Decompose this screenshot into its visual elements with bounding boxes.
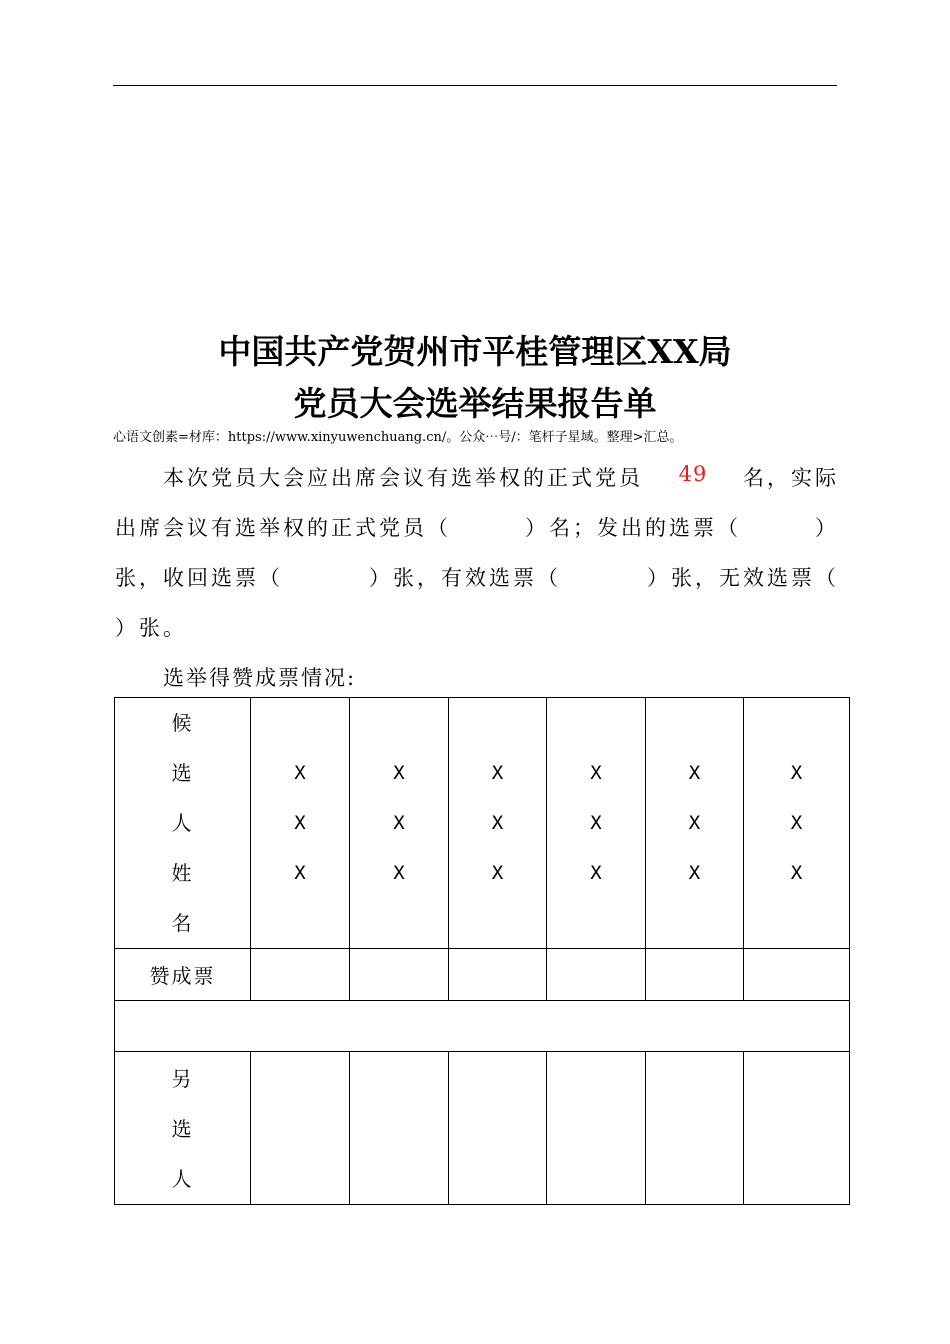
candidate-cell-6: X X X (744, 698, 850, 949)
candidate-cell-5: X X X (646, 698, 744, 949)
other-candidate-cell (251, 1052, 350, 1205)
table-row-yes-votes (115, 949, 850, 1001)
candidate-name-header: 候 选 人 姓 名 (115, 698, 251, 949)
other-candidate-cell (449, 1052, 547, 1205)
header-rule (113, 85, 837, 86)
election-results-table (114, 697, 850, 1205)
other-candidate-cell (350, 1052, 449, 1205)
yes-votes-label: 赞成票 (115, 949, 251, 1001)
yes-votes-cell (350, 949, 449, 1001)
candidate-cell-1: X X X (251, 698, 350, 949)
ballots-invalid-label: ）张，无效选票（ (647, 566, 839, 590)
other-candidate-cell (547, 1052, 646, 1205)
document-title-line2: 党员大会选举结果报告单 (293, 384, 657, 423)
eligible-text: 本次党员大会应出席会议有选举权的正式党员 (163, 466, 643, 490)
yes-votes-cell (251, 949, 350, 1001)
attended-count-label: 出席会议有选举权的正式党员（ (115, 516, 451, 540)
paragraph-line-1 (115, 462, 839, 492)
attended-text: 名，实际 (742, 466, 839, 490)
table-row-other-candidates (115, 1052, 850, 1205)
ballots-issued-label: ）名；发出的选票（ (525, 516, 741, 540)
eligible-count: 49 (678, 462, 708, 486)
paragraph-line-3 (115, 562, 839, 592)
source-note: 心语文创素=材库：https://www.xinyuwenchuang.cn/。公众⋯号/：笔杆子星域。整理>汇总。 (113, 430, 683, 445)
ballots-valid-label: ）张，有效选票（ (369, 566, 561, 590)
table-row-candidates (115, 698, 850, 949)
document-title-line1: 中国共产党贺州市平桂管理区XX局 (218, 332, 732, 371)
other-candidate-cell (646, 1052, 744, 1205)
yes-votes-cell (547, 949, 646, 1001)
yes-votes-cell (646, 949, 744, 1001)
yes-votes-cell (744, 949, 850, 1001)
yes-votes-cell (449, 949, 547, 1001)
ballots-issued-close: ） (815, 516, 839, 540)
other-candidate-header: 另 选 人 (115, 1052, 251, 1205)
candidate-cell-3: X X X (449, 698, 547, 949)
votes-heading: 选举得赞成票情况: (163, 666, 357, 690)
ballots-returned-label: 张，收回选票（ (115, 566, 283, 590)
candidate-cell-2: X X X (350, 698, 449, 949)
paragraph-line-2 (115, 512, 839, 542)
blank-merged-cell (115, 1001, 850, 1052)
table-row-blank (115, 1001, 850, 1052)
other-candidate-cell (744, 1052, 850, 1205)
candidate-cell-4: X X X (547, 698, 646, 949)
paragraph-line-4: ）张。 (115, 616, 187, 640)
